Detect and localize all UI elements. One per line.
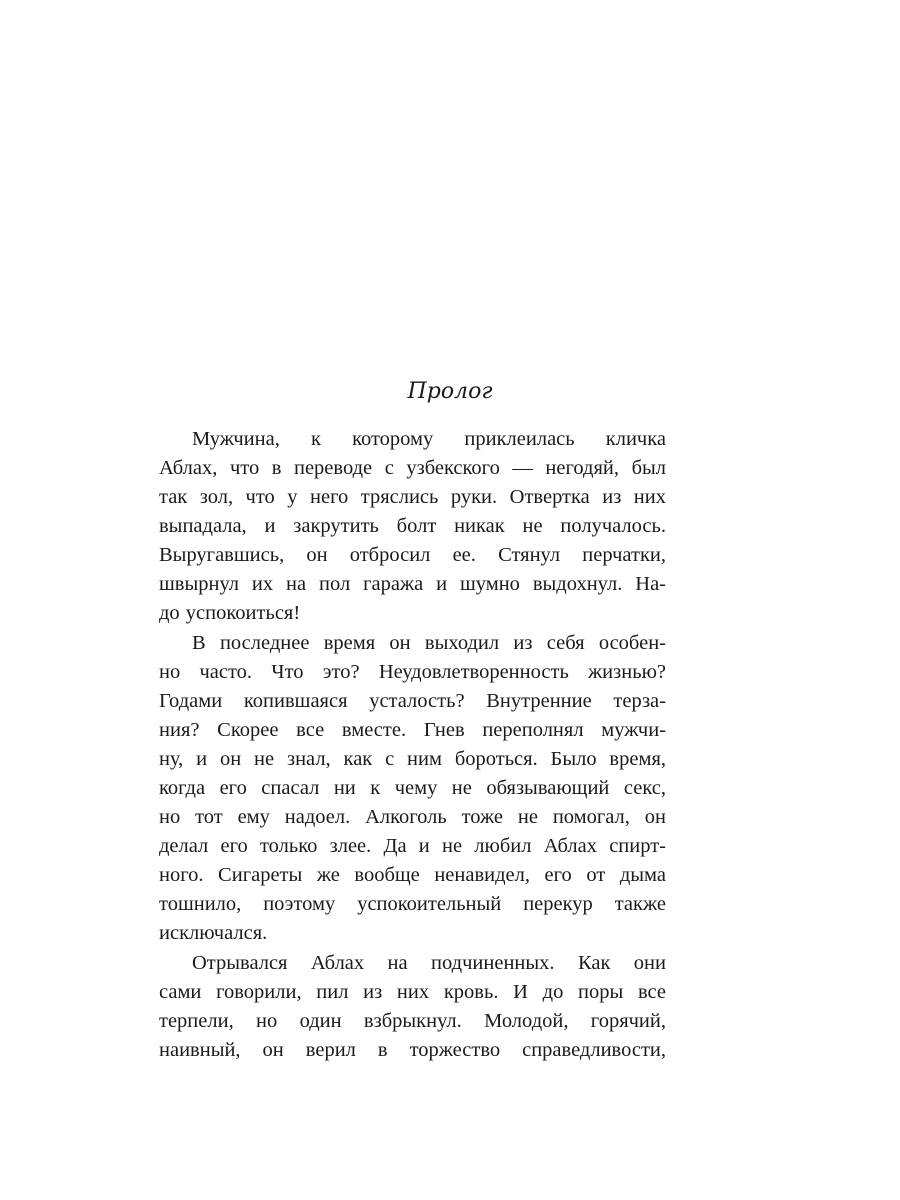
paragraph-3 [159,949,666,1065]
chapter-title: Пролог [407,379,493,404]
text-line: так зол, что у него тряслись руки. Отвертка из них [159,486,666,508]
text-line: швырнул их на пол гаража и шумно выдохнул. На- [159,573,666,595]
text-line: Годами копившаяся усталость? Внутренние терза- [159,690,666,712]
text-line: В последнее время он выходил из себя особен- [192,632,666,654]
text-line: когда его спасал ни к чему не обязывающий секс, [159,777,666,799]
text-line: тошнило, поэтому успокоительный перекур также [159,893,666,915]
text-line: Выругавшись, он отбросил ее. Стянул перчатки, [159,544,666,566]
text-line: Отрывался Аблах на подчиненных. Как они [192,952,666,974]
body-text [159,425,666,1065]
text-line: наивный, он верил в торжество справедливости, [159,1039,666,1061]
text-line: терпели, но один взбрыкнул. Молодой, горячий, [159,1010,666,1032]
paragraph-1 [159,425,666,628]
text-line: Мужчина, к которому приклеилась кличка [192,428,666,450]
text-line: исключался. [159,922,268,944]
text-line: выпадала, и закрутить болт никак не получалось. [159,515,666,537]
text-line: ного. Сигареты же вообще ненавидел, его от дыма [159,864,666,886]
text-line: но тот ему надоел. Алкоголь тоже не помогал, он [159,806,666,828]
text-line: ну, и он не знал, как с ним бороться. Было время, [159,748,666,770]
text-line: до успокоиться! [159,602,301,624]
paragraph-2 [159,629,666,948]
text-line: но часто. Что это? Неудовлетворенность жизнью? [159,661,666,683]
text-line: сами говорили, пил из них кровь. И до поры все [159,981,666,1003]
text-line: ния? Скорее все вместе. Гнев переполнял мужчи- [159,719,666,741]
text-line: Аблах, что в переводе с узбекского — негодяй, был [159,457,666,479]
text-line: делал его только злее. Да и не любил Аблах спирт- [159,835,666,857]
